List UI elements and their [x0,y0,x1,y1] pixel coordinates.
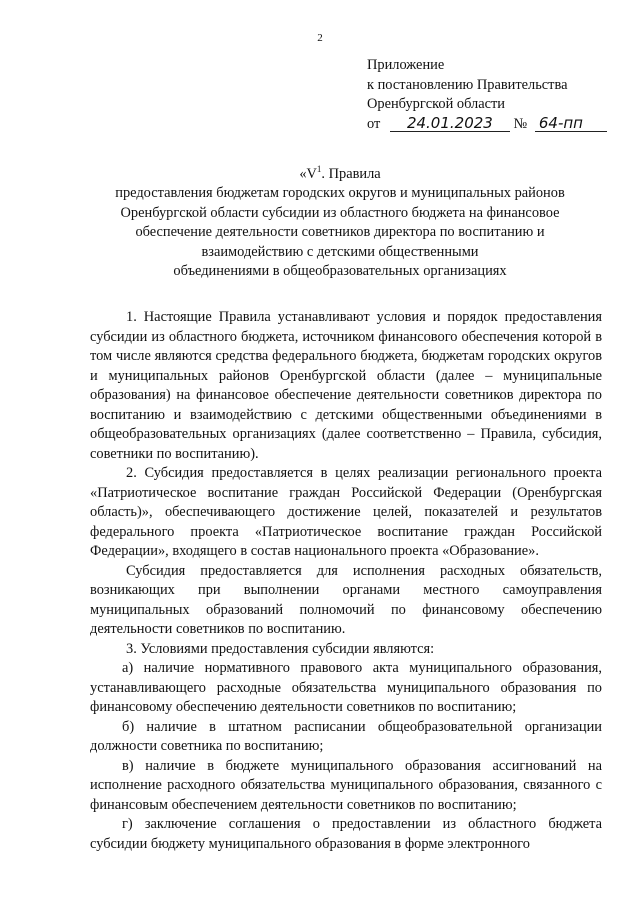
paragraph-item-g: г) заключение соглашения о предоставлении из областного бюджета субсидии бюджету муниципального образования в форме электронного [90,816,602,852]
title-heading [80,160,600,184]
title-line-5: взаимодействию с детскими общественными [201,243,479,260]
title-superscript: 1 [316,164,322,174]
paragraph-item-a: а) наличие нормативного правового акта муниципального образования, устанавливающего расходные обязательства муниципального образования по финансовому обеспечению деятельности советников по воспитанию; [90,660,602,715]
document-body [90,308,602,854]
paragraph-4: 3. Условиями предоставления субсидии являются: [126,640,435,657]
title-line-3: Оренбургской области субсидии из областного бюджета на финансовое [120,204,560,221]
appendix-date-row [367,115,607,135]
title-heading-rest: . Правила [321,165,381,182]
paragraph-1: 1. Настоящие Правила устанавливают условия и порядок предоставления субсидии из областного бюджета, источником финансового обеспечения которой в том числе являются средства федерального бюджета, бюджетам городских округов и муниципальных районов Оренбургской области (далее – муниципальные образования) на финансовое обеспечение деятельности советников директора по воспитанию и взаимодействию с детскими общественными объединениями в общеобразовательных организациях (далее соответственно – Правила, субсидия, советники по воспитанию). [90,309,602,462]
handwritten-date: 24.01.2023 [390,115,510,132]
page-number: 2 [317,32,323,44]
appendix-block [367,56,607,134]
paragraph-2: 2. Субсидия предоставляется в целях реализации регионального проекта «Патриотическое воспитание граждан Российской Федерации (Оренбургская область)», обеспечивающего достижение целей, показателей и результатов федерального проекта «Патриотическое воспитание граждан Российской Федерации», входящего в состав национального проекта «Образование». [90,465,602,559]
paragraph-item-b: б) наличие в штатном расписании общеобразовательной организации должности советника по воспитанию; [90,718,602,754]
appendix-label: Приложение [367,57,445,73]
paragraph-3: Субсидия предоставляется для исполнения расходных обязательств, возникающих при выполнении органами местного самоуправления муниципальных образований полномочий по финансовому обеспечению деятельности советников по воспитанию. [90,562,602,637]
paragraph-item-v: в) наличие в бюджете муниципального образования ассигнований на исполнение расходного обязательства муниципального образования, связанного с финансовым обеспечением деятельности советников по воспитанию; [90,757,602,813]
title-line-6: объединениями в общеобразовательных организациях [173,263,507,280]
title-line-2: предоставления бюджетам городских округов и муниципальных районов [115,185,565,202]
rules-title [80,160,600,282]
handwritten-number: 64-пп [535,115,607,132]
from-label: от [367,115,381,132]
title-prefix: «V [299,165,317,182]
appendix-decree-line: к постановлению Правительства [367,76,568,93]
number-label: № [513,115,528,132]
title-line-4: обеспечение деятельности советников директора по воспитанию и [135,224,545,241]
appendix-region-line: Оренбургской области [367,96,505,112]
